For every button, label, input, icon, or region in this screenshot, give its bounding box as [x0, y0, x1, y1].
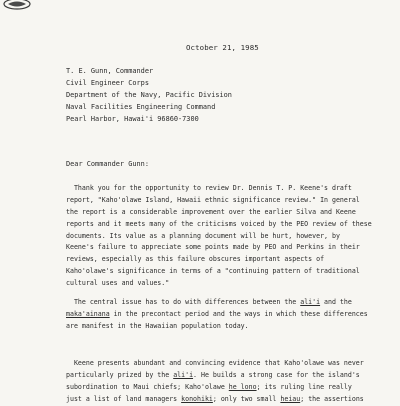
paragraph-line: [66, 309, 386, 321]
letterhead-seal-icon: [2, 0, 32, 10]
recipient-address: [66, 66, 232, 125]
address-line: Department of the Navy, Pacific Division: [66, 90, 232, 99]
text-run: ; its ruling line really: [256, 382, 352, 391]
text-run: in the precontact period and the ways in which these differences: [109, 309, 368, 318]
paragraph-3: [66, 358, 386, 406]
paragraph-2: [66, 297, 386, 333]
address-line: Civil Engineer Corps: [66, 78, 149, 87]
paragraph-line: Kaho'olawe's significance in terms of a "continuing pattern of traditional: [66, 267, 360, 276]
address-line: Naval Facilities Engineering Command: [66, 102, 216, 111]
paragraph-line: [66, 370, 386, 382]
text-run: particularly prized by the: [66, 370, 174, 379]
underlined-term: ali'i: [300, 298, 321, 306]
text-run: ; the assertions: [300, 394, 364, 403]
text-run: The central issue has to do with differences between the: [66, 298, 301, 306]
paragraph-line: documents. Its value as a planning document will be hurt, however, by: [66, 231, 340, 240]
text-run: subordination to Maui chiefs; Kaho'olawe: [66, 382, 229, 391]
paragraph-1: [66, 183, 386, 290]
paragraph-line: Thank you for the opportunity to review Dr. Dennis T. P. Keene's draft: [66, 184, 352, 192]
text-run: ; only two small: [212, 394, 281, 403]
address-line: T. E. Gunn, Commander: [66, 67, 154, 75]
paragraph-line: Keene presents abundant and convincing evidence that Kaho'olawe was never: [66, 359, 364, 367]
underlined-term: he lono: [228, 382, 257, 391]
paragraph-line: [66, 382, 386, 394]
paragraph-line: the report is a considerable improvement over the earlier Silva and Keene: [66, 207, 356, 216]
underlined-term: maka'ainana: [66, 309, 110, 318]
paragraph-line: reviews, especially as this failure obscures important aspects of: [66, 255, 325, 264]
paragraph-line: [66, 297, 386, 309]
letter-date: October 21, 1985: [186, 43, 259, 52]
underlined-term: ali'i: [173, 370, 194, 379]
paragraph-line: cultural uses and values.": [66, 279, 170, 288]
text-run: . He builds a strong case for the island's: [193, 370, 360, 379]
text-run: just a list of land managers: [66, 394, 182, 403]
underlined-term: heiau: [280, 394, 301, 403]
paragraph-line: report, "Kaho'olawe Island, Hawaii ethnic significance review." In general: [66, 195, 360, 204]
paragraph-line: Keene's failure to appreciate some points made by PEO and Perkins in their: [66, 243, 360, 252]
paragraph-line: are manifest in the Hawaiian population today.: [66, 321, 249, 330]
paragraph-line: reports and it meets many of the criticisms voiced by the PEO review of these: [66, 219, 372, 228]
salutation: Dear Commander Gunn:: [66, 160, 149, 168]
address-line: Pearl Harbor, Hawai'i 96860-7300: [66, 114, 199, 123]
text-run: and the: [320, 298, 352, 306]
underlined-term: konohiki: [181, 394, 213, 403]
